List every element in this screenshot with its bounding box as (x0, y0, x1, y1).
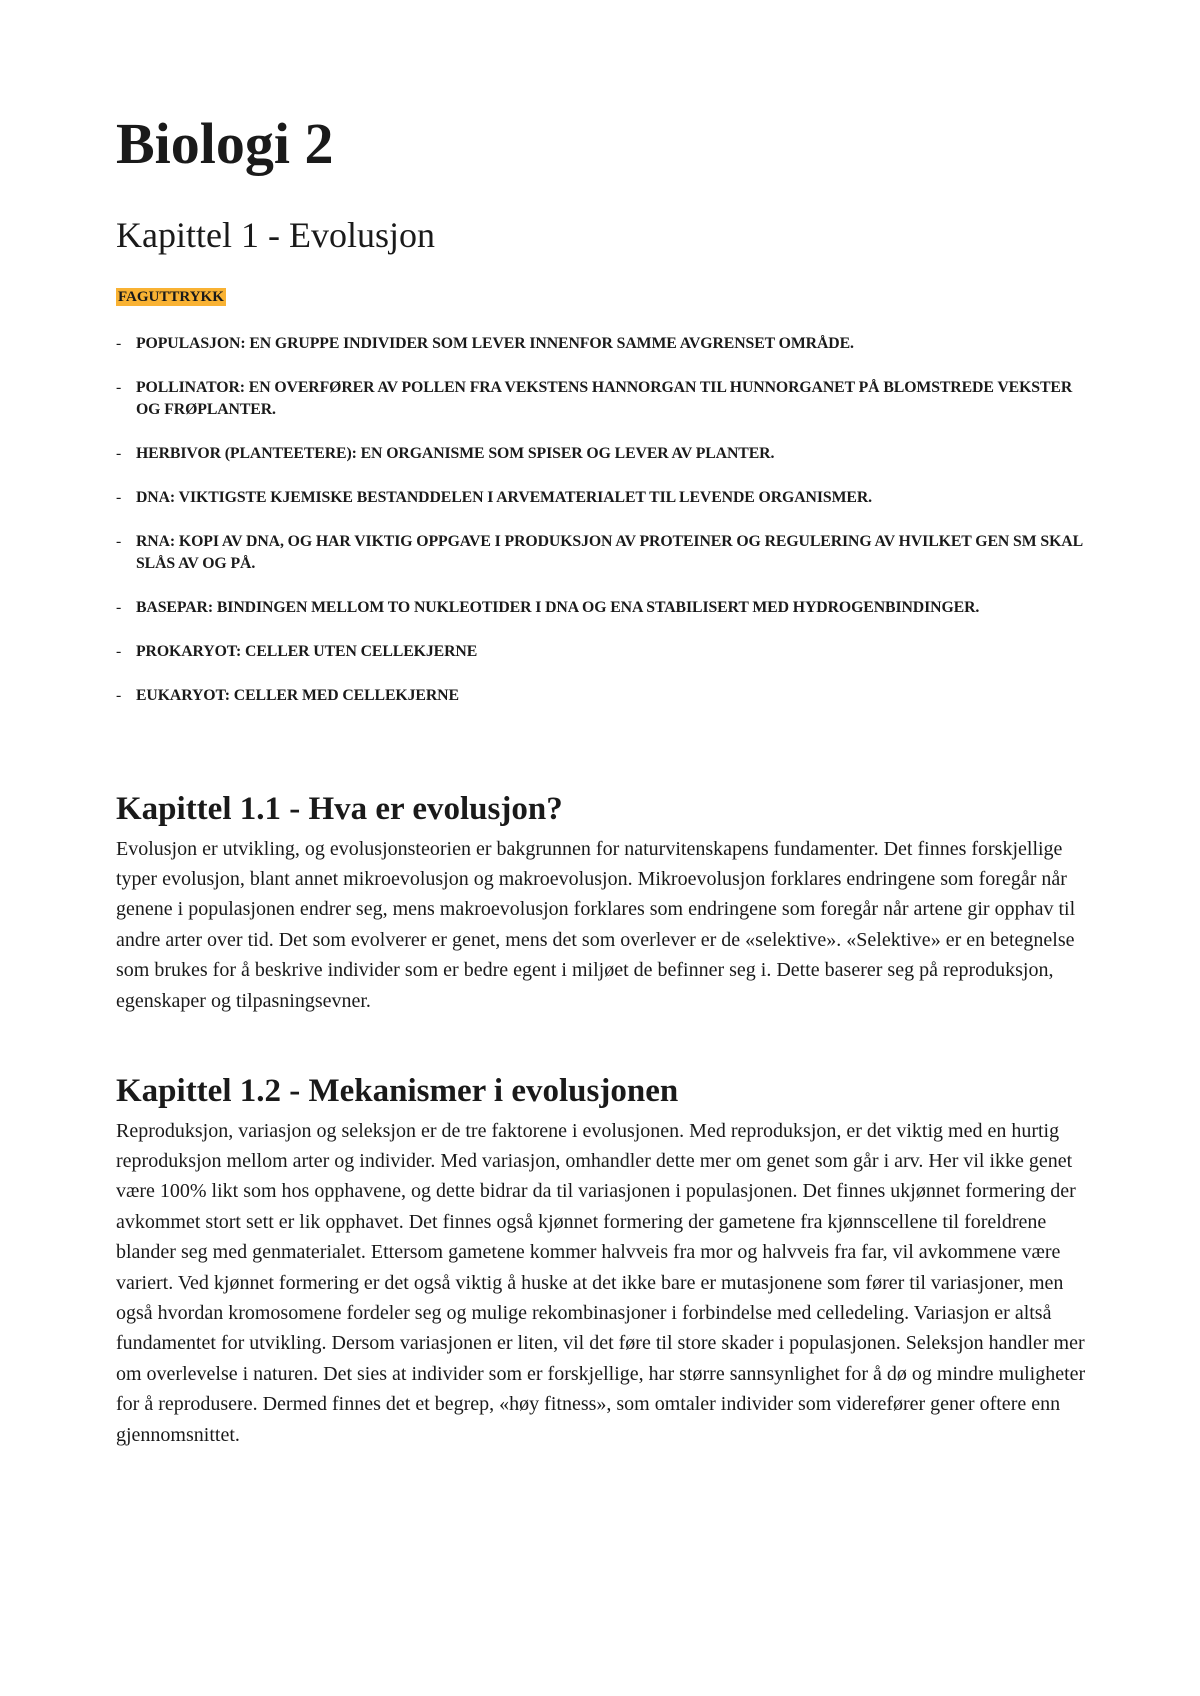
term-item (116, 597, 1096, 619)
term-text: POPULASJON: EN GRUPPE INDIVIDER SOM LEVER INNENFOR SAMME AVGRENSET OMRÅDE. (136, 335, 854, 352)
term-text: RNA: KOPI AV DNA, OG HAR VIKTIG OPPGAVE I PRODUKSJON AV PROTEINER OG REGULERING AV HVILKET GEN SM SKAL SLÅS AV OG PÅ. (136, 533, 1083, 572)
chapter-title: Kapittel 1 - Evolusjon (116, 215, 435, 255)
term-item (116, 443, 1096, 465)
highlighted-heading-text: FAGUTTRYKK (118, 289, 224, 305)
bullet-dash: - (116, 335, 122, 352)
bullet-dash: - (116, 643, 122, 660)
term-item (116, 685, 1096, 707)
terms-heading (116, 288, 226, 308)
term-text: BASEPAR: BINDINGEN MELLOM TO NUKLEOTIDER I DNA OG ENA STABILISERT MED HYDROGENBINDINGER. (136, 599, 980, 616)
section-mechanisms (116, 1072, 1096, 1450)
term-item (116, 487, 1096, 509)
term-text: HERBIVOR (PLANTEETERE): EN ORGANISME SOM SPISER OG LEVER AV PLANTER. (136, 445, 775, 462)
bullet-dash: - (116, 533, 122, 550)
term-text: DNA: VIKTIGSTE KJEMISKE BESTANDDELEN I ARVEMATERIALET TIL LEVENDE ORGANISMER. (136, 489, 872, 506)
document-title: Biologi 2 (116, 111, 334, 176)
bullet-dash: - (116, 599, 122, 616)
term-item (116, 377, 1096, 421)
section-heading: Kapittel 1.1 - Hva er evolusjon? (116, 791, 563, 827)
term-text: EUKARYOT: CELLER MED CELLEKJERNE (136, 687, 459, 704)
bullet-dash: - (116, 489, 122, 506)
term-item (116, 641, 1096, 663)
bullet-dash: - (116, 445, 122, 462)
term-item (116, 333, 1096, 355)
term-text: PROKARYOT: CELLER UTEN CELLEKJERNE (136, 643, 478, 660)
section-body: Evolusjon er utvikling, og evolusjonsteorien er bakgrunnen for naturvitenskapens fundamenter. Det finnes forskjellige typer evolusjon, blant annet mikroevolusjon og makroevolusjon. Mikroevolusjon forklares endringene som foregår når genene i populasjonen endrer seg, mens makroevolusjon forklares som endringene som foregår når artene gir opphav til andre arter over tid. Det som evolverer er genet, mens det som overlever er de «selektive». «Selektive» er en betegnelse som brukes for å beskrive individer som er bedre egent i miljøet de befinner seg i. Dette baserer seg på reproduksjon, egenskaper og tilpasningsevner. (116, 837, 1076, 1012)
term-text: POLLINATOR: EN OVERFØRER AV POLLEN FRA VEKSTENS HANNORGAN TIL HUNNORGANET PÅ BLOMSTREDE VEKSTER OG FRØPLANTER. (136, 379, 1073, 418)
section-what-is-evolution (116, 790, 1096, 1016)
bullet-dash: - (116, 687, 122, 704)
term-item (116, 531, 1096, 575)
section-body: Reproduksjon, variasjon og seleksjon er de tre faktorene i evolusjonen. Med reproduksjon, er det viktig med en hurtig reproduksjon mellom arter og individer. Med variasjon, omhandler dette mer om genet som går i arv. Her vil ikke genet være 100% likt som hos opphavene, og dette bidrar da til variasjonen i populasjonen. Det finnes ukjønnet formering der avkommet stort sett er lik opphavet. Det finnes også kjønnet formering der gametene fra kjønnscellene til foreldrene blander seg med genmaterialet. Ettersom gametene kommer halvveis fra mor og halvveis fra far, vil avkommene være variert. Ved kjønnet formering er det også viktig å huske at det ikke bare er mutasjonene som fører til variasjoner, men også hvordan kromosomene fordeler seg og mulige rekombinasjoner i forbindelse med celledeling. Variasjon er altså fundamentet for utvikling. Dersom variasjonen er liten, vil det føre til store skader i populasjonen. Seleksjon handler mer om overlevelse i naturen. Det sies at individer som er forskjellige, har større sannsynlighet for å dø og mindre muligheter for å reprodusere. Dermed finnes det et begrep, «høy fitness», som omtaler individer som viderefører gener oftere enn gjennomsnittet. (116, 1119, 1086, 1446)
section-heading: Kapittel 1.2 - Mekanismer i evolusjonen (116, 1073, 679, 1109)
bullet-dash: - (116, 379, 122, 396)
terms-list (116, 333, 1096, 729)
